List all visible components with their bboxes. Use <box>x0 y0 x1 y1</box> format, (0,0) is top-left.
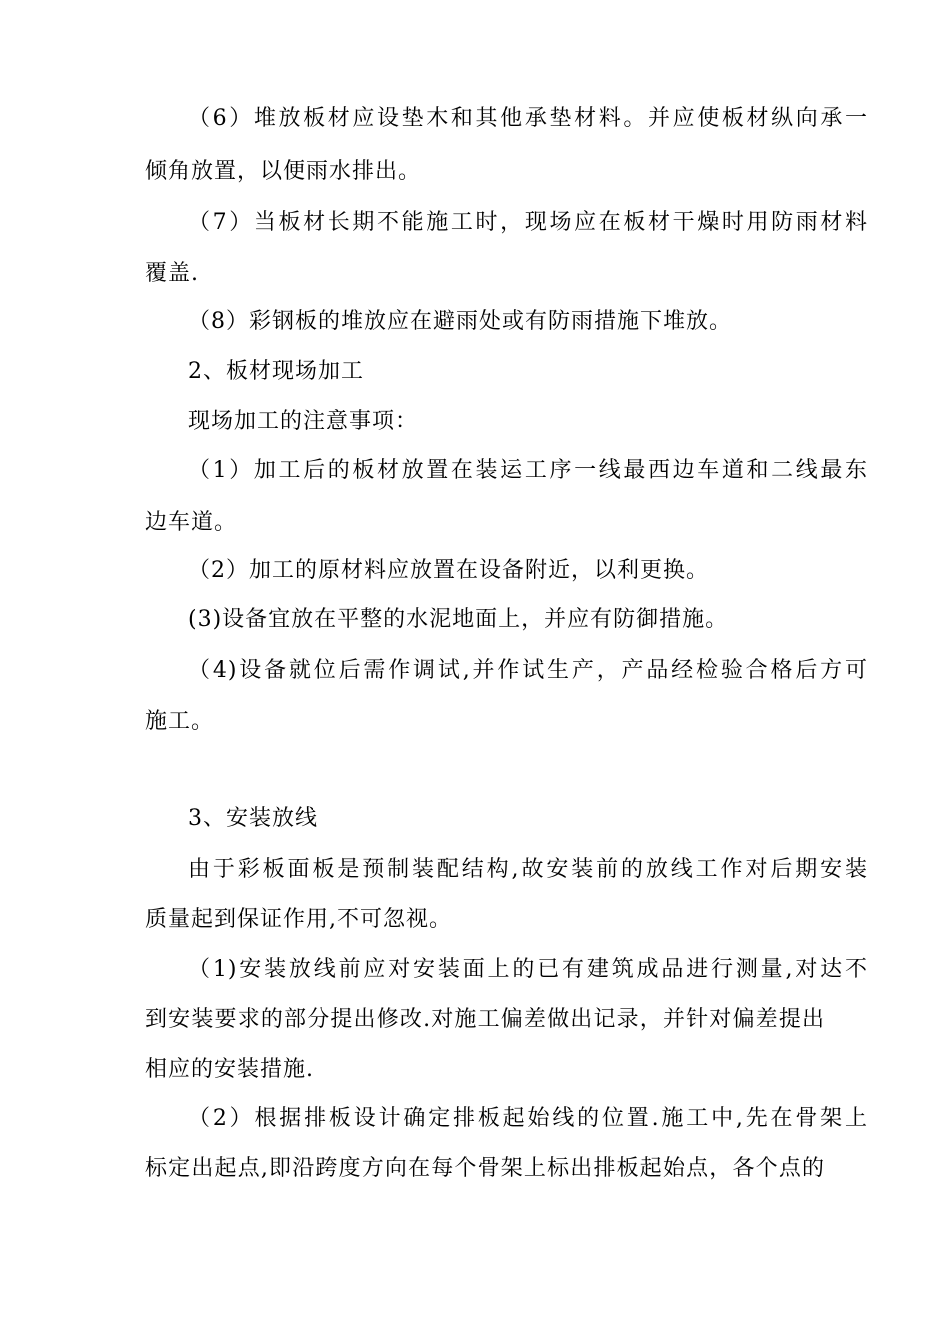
section-3-intro-line-2: 质量起到保证作用,不可忽视。 <box>145 907 452 932</box>
paragraph-step-2-line-1: （2）根据排板设计确定排板起始线的位置.施工中,先在骨架上 <box>188 1106 868 1131</box>
paragraph-note-3: (3)设备宜放在平整的水泥地面上，并应有防御措施。 <box>188 607 729 632</box>
paragraph-note-1-line-1: （1）加工后的板材放置在装运工序一线最西边车道和二线最东 <box>188 458 868 483</box>
paragraph-item-7-line-2: 覆盖. <box>145 261 199 286</box>
paragraph-note-4-line-2: 施工。 <box>145 709 215 734</box>
paragraph-item-6-line-2: 倾角放置，以便雨水排出。 <box>145 159 422 184</box>
paragraph-item-8: （8）彩钢板的堆放应在避雨处或有防雨措施下堆放。 <box>188 309 732 334</box>
paragraph-step-1-line-1: （1)安装放线前应对安装面上的已有建筑成品进行测量,对达不 <box>188 957 868 982</box>
paragraph-note-4-line-1: （4)设备就位后需作调试,并作试生产，产品经检验合格后方可 <box>188 658 868 683</box>
paragraph-note-2: （2）加工的原材料应放置在设备附近，以利更换。 <box>188 558 709 583</box>
paragraph-item-7-line-1: （7）当板材长期不能施工时，现场应在板材干燥时用防雨材料 <box>188 210 868 235</box>
paragraph-note-1-line-2: 边车道。 <box>145 510 238 535</box>
paragraph-step-1-line-2: 到安装要求的部分提出修改.对施工偏差做出记录，并针对偏差提出 <box>145 1007 825 1032</box>
paragraph-step-1-line-3: 相应的安装措施. <box>145 1057 314 1082</box>
paragraph-item-6-line-1: （6）堆放板材应设垫木和其他承垫材料。并应使板材纵向承一 <box>188 106 868 131</box>
section-heading-3: 3、安装放线 <box>188 806 318 831</box>
paragraph-step-2-line-2: 标定出起点,即沿跨度方向在每个骨架上标出排板起始点，各个点的 <box>145 1156 825 1181</box>
notes-intro: 现场加工的注意事项： <box>188 409 419 434</box>
section-heading-2: 2、板材现场加工 <box>188 359 364 384</box>
section-3-intro-line-1: 由于彩板面板是预制装配结构,故安装前的放线工作对后期安装 <box>188 857 868 882</box>
